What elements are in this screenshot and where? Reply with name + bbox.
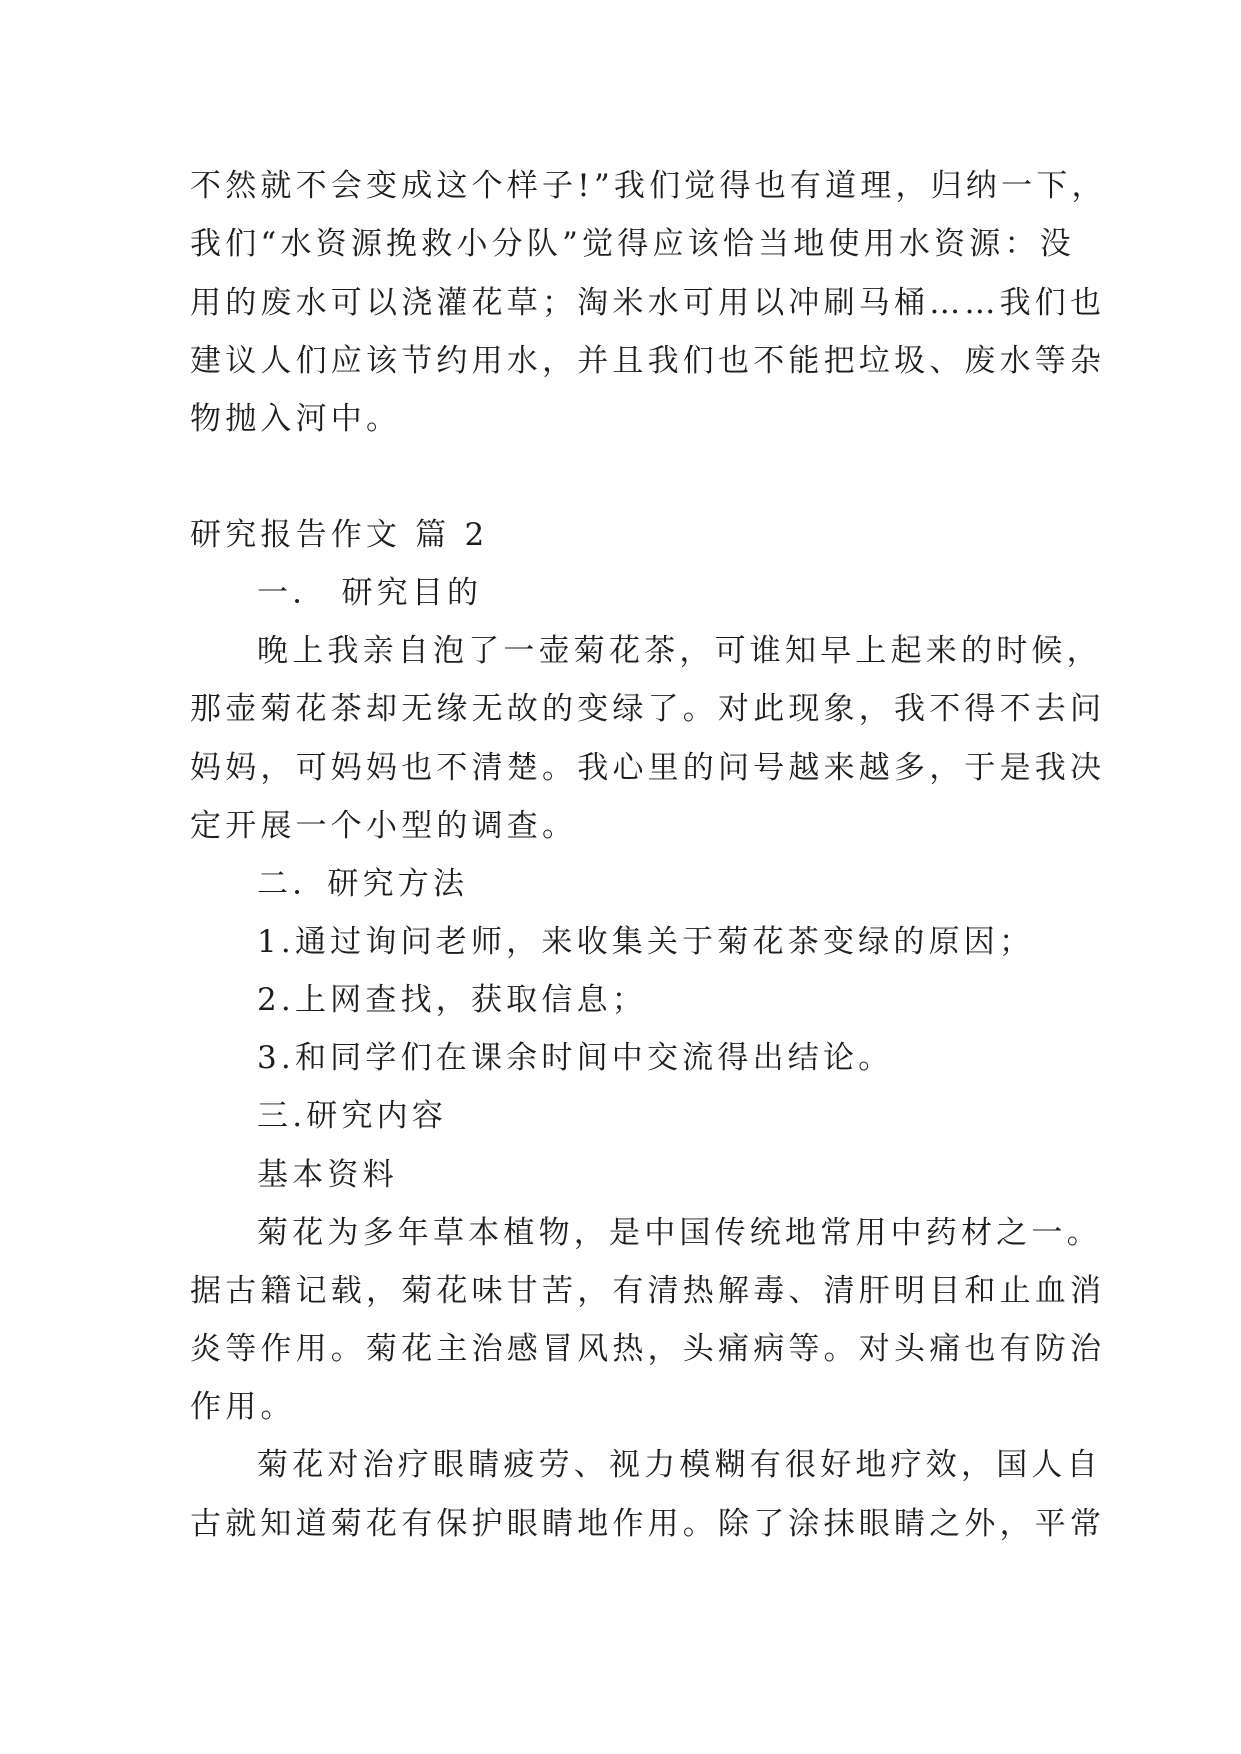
paragraph-line: 用的废水可以浇灌花草；淘米水可用以冲刷马桶……我们也 [190,285,1106,321]
paragraph-line: 妈妈，可妈妈也不清楚。我心里的问号越来越多，于是我决 [190,750,1106,786]
paragraph-line: 炎等作用。菊花主治感冒风热，头痛病等。对头痛也有防治 [190,1331,1106,1367]
paragraph-line: 晚上我亲自泡了一壶菊花茶，可谁知早上起来的时候， [257,633,1102,669]
list-item: 1.通过询问老师，来收集关于菊花茶变绿的原因； [257,924,1035,960]
subsection-heading: 基本资料 [257,1157,398,1193]
paragraph-line: 据古籍记载，菊花味甘苦，有清热解毒、清肝明目和止血消 [190,1273,1106,1309]
paragraph-line: 不然就不会变成这个样子!”我们觉得也有道理，归纳一下， [190,168,1107,204]
paragraph-line: 我们“水资源挽救小分队”觉得应该恰当地使用水资源：没 [190,226,1075,262]
subsection-heading: 一． 研究目的 [257,575,483,611]
list-item: 2.上网查找，获取信息； [257,982,647,1018]
paragraph-line: 菊花为多年草本植物，是中国传统地常用中药材之一。 [257,1215,1102,1251]
paragraph-line: 物抛入河中。 [190,401,402,437]
section-heading: 研究报告作文 篇 2 [190,517,489,553]
subsection-heading: 三.研究内容 [257,1098,448,1134]
list-item: 3.和同学们在课余时间中交流得出结论。 [257,1040,894,1076]
paragraph-line: 作用。 [190,1389,296,1425]
paragraph-line: 古就知道菊花有保护眼睛地作用。除了涂抹眼睛之外，平常 [190,1506,1106,1542]
paragraph-line: 建议人们应该节约用水，并且我们也不能把垃圾、废水等杂 [190,343,1106,379]
paragraph-line: 菊花对治疗眼睛疲劳、视力模糊有很好地疗效，国人自 [257,1447,1102,1483]
paragraph-line: 定开展一个小型的调查。 [190,808,578,844]
paragraph-line: 那壶菊花茶却无缘无故的变绿了。对此现象，我不得不去问 [190,691,1106,727]
subsection-heading: 二．研究方法 [257,866,469,902]
